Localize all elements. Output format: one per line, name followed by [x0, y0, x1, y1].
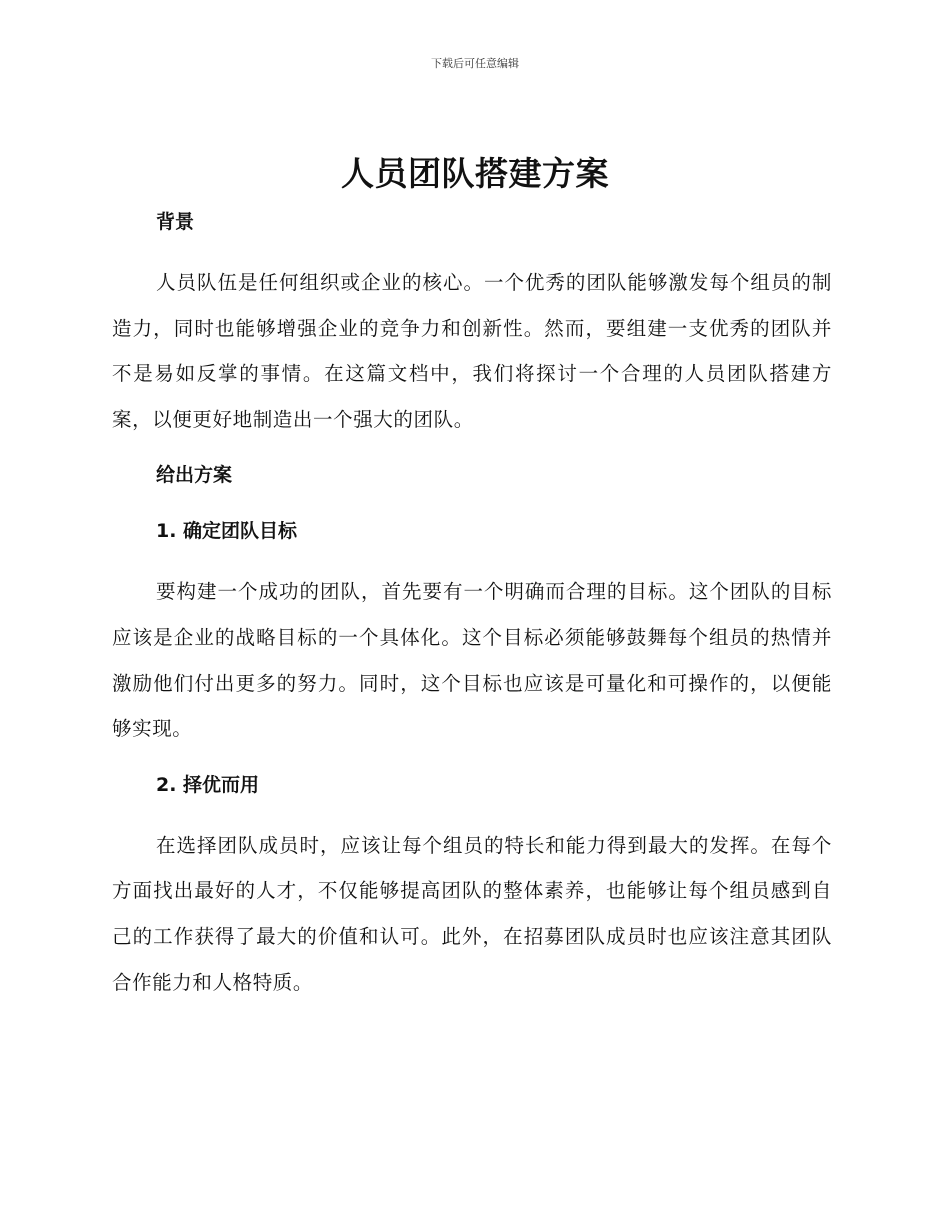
header-note: 下载后可任意编辑 — [431, 57, 519, 70]
document-title: 人员团队搭建方案 — [341, 154, 609, 193]
section-heading-plan: 给出方案 — [156, 464, 233, 487]
paragraph-select: 在选择团队成员时，应该让每个组员的特长和能力得到最大的发挥。在每个方面找出最好的人才，不仅能够提高团队的整体素养，也能够让每个组员感到自己的工作获得了最大的价值和认可。此外，在招募团队成员时也应该注意其团队合作能力和人格特质。 — [112, 833, 832, 994]
section-heading-goal: 1. 确定团队目标 — [156, 520, 298, 543]
section-heading-select: 2. 择优而用 — [156, 773, 260, 796]
paragraph-goal: 要构建一个成功的团队，首先要有一个明确而合理的目标。这个团队的目标应该是企业的战略目标的一个具体化。这个目标必须能够鼓舞每个组员的热情并激励他们付出更多的努力。同时，这个目标也应该是可量化和可操作的，以便能够实现。 — [112, 580, 832, 741]
document-body — [112, 205, 832, 1005]
paragraph-background: 人员队伍是任何组织或企业的核心。一个优秀的团队能够激发每个组员的制造力，同时也能够增强企业的竞争力和创新性。然而，要组建一支优秀的团队并不是易如反掌的事情。在这篇文档中，我们将探讨一个合理的人员团队搭建方案，以便更好地制造出一个强大的团队。 — [112, 271, 832, 431]
section-heading-background: 背景 — [156, 211, 195, 233]
